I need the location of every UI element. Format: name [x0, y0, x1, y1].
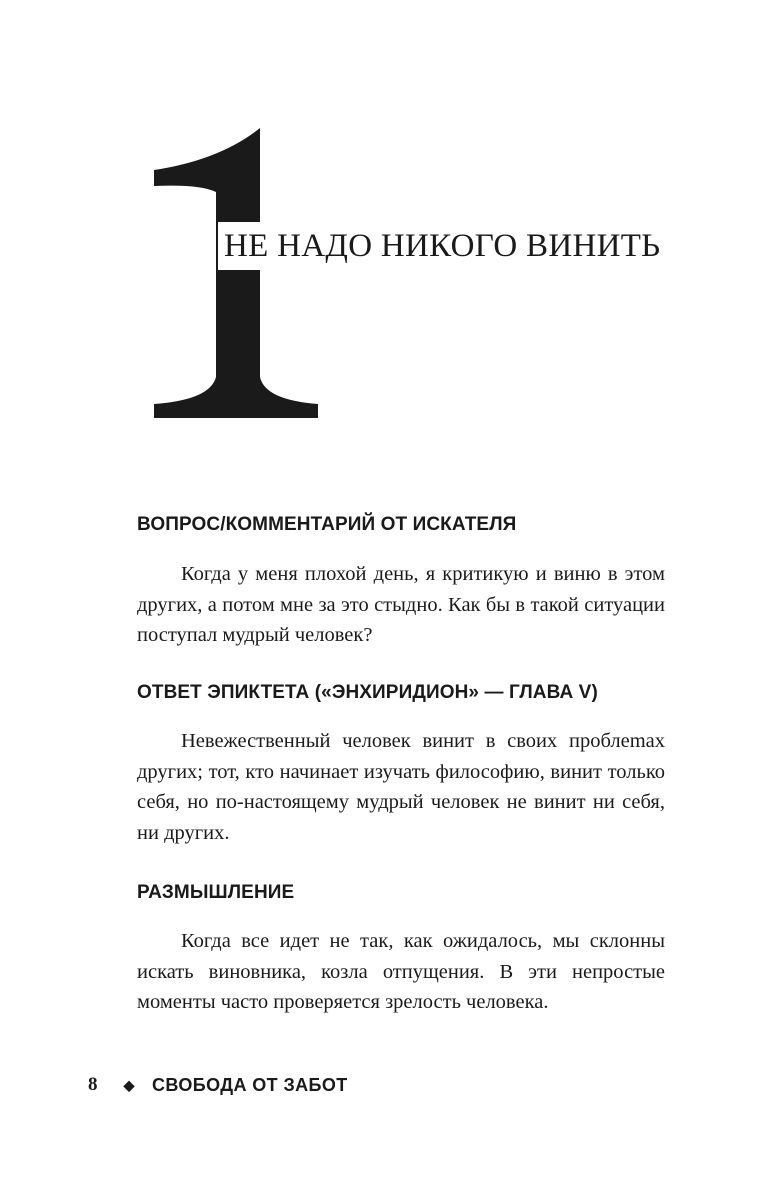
answer-paragraph: Невежественный человек винит в своих проблеmах других; тот, кто начинает изучать философию, винит только себя, но по-настоящему мудрый человек не винит ни себя, ни других.	[137, 730, 665, 844]
page-number: 8	[88, 1074, 98, 1095]
section-heading-reflection: РАЗМЫШЛЕНИЕ	[137, 882, 295, 903]
chapter-number-glyph	[140, 122, 320, 422]
reflection-paragraph: Когда все идет не так, как ожидалось, мы склонны искать виновника, козла отпущения. В эти непростые моменты часто проверяется зрелость человека.	[137, 930, 665, 1013]
running-title: СВОБОДА ОТ ЗАБОТ	[152, 1074, 348, 1095]
chapter-number-1-icon	[140, 122, 320, 422]
section-heading-answer: ОТВЕТ ЭПИКТЕТА («ЭНХИРИДИОН» — ГЛАВА V)	[137, 682, 598, 703]
page-footer	[88, 1070, 348, 1100]
section-heading-question: ВОПРОС/КОММЕНТАРИЙ ОТ ИСКАТЕЛЯ	[137, 514, 517, 535]
chapter-title: НЕ НАДО НИКОГО ВИНИТЬ	[218, 222, 730, 270]
diamond-icon: ◆	[123, 1076, 135, 1093]
question-paragraph: Когда у меня плохой день, я критикую и виню в этом других, а потом мне за это стыдно. Как бы в такой ситуации поступал мудрый человек?	[137, 563, 665, 646]
